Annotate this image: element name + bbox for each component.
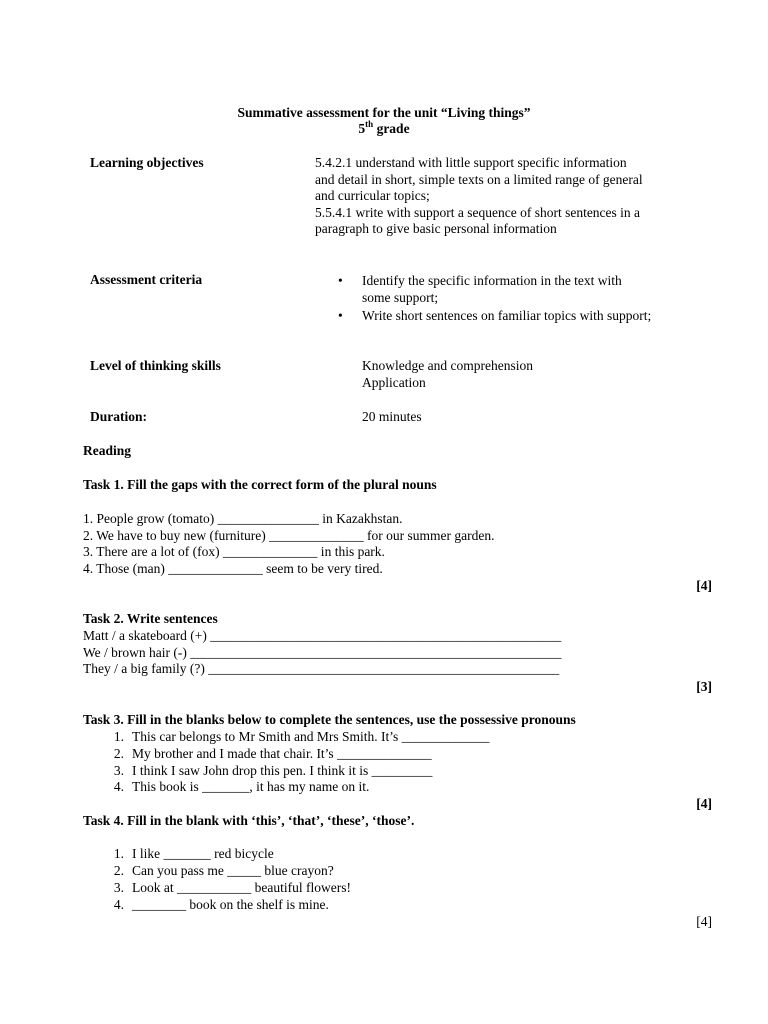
task2-item: They / a big family (?) ____________________________________________________ xyxy=(83,661,560,676)
item-text: This book is _______, it has my name on it. xyxy=(132,779,370,794)
objective-line: 5.5.4.1 write with support a sequence of short sentences in a xyxy=(315,204,641,220)
objective-line: and curricular topics; xyxy=(315,188,430,203)
criteria-label: Assessment criteria xyxy=(90,272,203,287)
objective-line: paragraph to give basic personal information xyxy=(315,221,557,236)
task1-heading: Task 1. Fill the gaps with the correct form of the plural nouns xyxy=(83,477,437,492)
item-text: ________ book on the shelf is mine. xyxy=(132,897,329,912)
grade-line xyxy=(0,118,768,138)
item-text: This car belongs to Mr Smith and Mrs Smith. It’s _____________ xyxy=(132,729,490,744)
task1-list xyxy=(83,511,494,577)
task1-item: 4. Those (man) ______________ seem to be very tired. xyxy=(83,560,383,576)
reading-heading: Reading xyxy=(83,443,132,458)
item-number: 3. xyxy=(113,763,124,778)
objectives-text xyxy=(315,155,643,238)
task1-item: 1. People grow (tomato) _______________ in Kazakhstan. xyxy=(83,511,403,526)
task1-item: 2. We have to buy new (furniture) ______________ for our summer garden. xyxy=(83,527,495,543)
item-text: Look at ___________ beautiful flowers! xyxy=(132,880,351,895)
criteria-line: Write short sentences on familiar topics with support; xyxy=(362,308,652,323)
thinking-line: Knowledge and comprehension xyxy=(362,358,533,373)
item-text: I think I saw John drop this pen. I think it is _________ xyxy=(132,763,433,778)
bullet-icon: • xyxy=(338,308,343,323)
duration-value: 20 minutes xyxy=(362,409,422,424)
task2-item: Matt / a skateboard (+) ____________________________________________________ xyxy=(83,628,562,643)
item-text: My brother and I made that chair. It’s ______________ xyxy=(132,746,432,761)
thinking-label: Level of thinking skills xyxy=(90,358,221,373)
item-number: 4. xyxy=(113,897,124,912)
bullet-icon: • xyxy=(338,273,343,288)
grade-number: 5 xyxy=(358,121,366,136)
task3-score: [4] xyxy=(696,796,712,811)
document-title: Summative assessment for the unit “Living things” xyxy=(237,105,531,120)
task1-score: [4] xyxy=(696,578,712,593)
item-number: 4. xyxy=(113,779,124,794)
criteria-line: some support; xyxy=(362,289,439,305)
grade-word: grade xyxy=(376,121,410,136)
item-number: 1. xyxy=(113,729,124,744)
item-number: 2. xyxy=(113,746,124,761)
objective-line: and detail in short, simple texts on a limited range of general xyxy=(315,171,643,187)
task4-score: [4] xyxy=(696,914,712,929)
item-number: 1. xyxy=(113,846,124,861)
objective-line: 5.4.2.1 understand with little support specific information xyxy=(315,155,627,170)
task2-score: [3] xyxy=(696,679,712,694)
item-text: I like _______ red bicycle xyxy=(132,846,274,861)
duration-label: Duration: xyxy=(90,409,147,424)
task2-item: We / brown hair (-) _______________________________________________________ xyxy=(83,644,562,660)
task1-item: 3. There are a lot of (fox) ______________ in this park. xyxy=(83,544,385,559)
item-number: 3. xyxy=(113,880,124,895)
grade-superscript: th xyxy=(365,118,374,129)
item-number: 2. xyxy=(113,863,124,878)
task3-heading: Task 3. Fill in the blanks below to complete the sentences, use the possessive pronouns xyxy=(83,712,576,727)
criteria-line: Identify the specific information in the text with xyxy=(362,273,622,288)
task4-heading: Task 4. Fill in the blank with ‘this’, ‘that’, ‘these’, ‘those’. xyxy=(83,813,415,828)
item-text: Can you pass me _____ blue crayon? xyxy=(132,863,334,878)
task2-list xyxy=(83,628,562,678)
task2-heading: Task 2. Write sentences xyxy=(83,611,218,626)
objectives-label: Learning objectives xyxy=(90,155,204,170)
thinking-text xyxy=(362,358,533,391)
thinking-line: Application xyxy=(362,374,426,390)
